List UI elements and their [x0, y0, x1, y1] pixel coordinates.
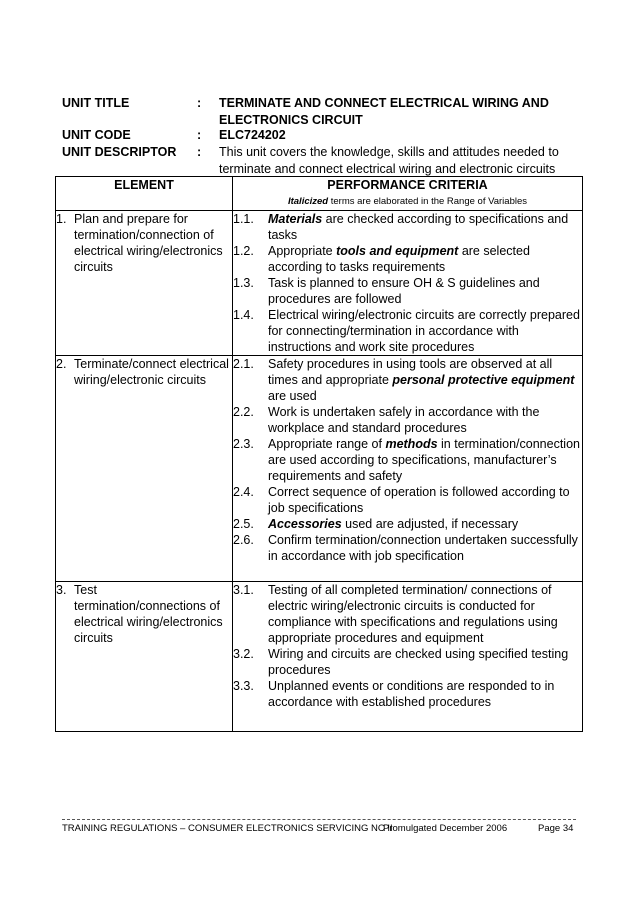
colon: :: [197, 145, 202, 159]
criterion-text: [268, 307, 582, 355]
criterion-term: Materials: [268, 212, 323, 226]
criterion-item: [233, 275, 582, 307]
colon: :: [197, 128, 202, 142]
criterion-number: 2.4.: [233, 485, 254, 499]
criterion-term: methods: [385, 437, 438, 451]
criterion-number: 1.4.: [233, 308, 254, 322]
criteria-subheader: [233, 194, 582, 210]
criterion-item: [233, 484, 582, 516]
table-row: [56, 211, 583, 356]
criterion-number: 2.6.: [233, 533, 254, 547]
criterion-text-post: used are adjusted, if necessary: [341, 517, 519, 531]
criteria-header: PERFORMANCE CRITERIA: [327, 178, 488, 192]
criterion-number: 1.3.: [233, 276, 254, 290]
criterion-item: [233, 678, 582, 710]
criterion-text-pre: Appropriate: [268, 244, 337, 258]
element-text: Test termination/connections of electrical wiring/electronics circuits: [74, 583, 223, 645]
criteria-header-cell: [233, 177, 583, 211]
criterion-term: tools and equipment: [336, 244, 459, 258]
colon: :: [197, 96, 202, 110]
criteria-cell: [233, 211, 583, 356]
criterion-text: [268, 243, 582, 275]
criterion-text: [268, 404, 582, 436]
criterion-text-pre: Electrical wiring/electronic circuits are correctly prepared for connecting/termination in accordance with instructions and work site procedures: [268, 308, 580, 354]
criterion-text-pre: Unplanned events or conditions are responded to in accordance with established procedures: [268, 679, 555, 709]
criterion-text: [268, 582, 582, 646]
element-item: [56, 211, 232, 275]
footer-middle: Promulgated December 2006: [383, 823, 508, 834]
criterion-term: Accessories: [268, 517, 342, 531]
criteria-cell: [233, 582, 583, 732]
criterion-text-post: are selected according to tasks requirements: [268, 244, 530, 274]
criterion-item: [233, 404, 582, 436]
table-header-row: [56, 177, 583, 211]
criterion-number: 2.2.: [233, 405, 254, 419]
criteria-sub-italic: Italicized: [287, 196, 329, 207]
criterion-text-pre: Task is planned to ensure OH & S guidelines and procedures are followed: [268, 276, 540, 306]
element-cell: [56, 582, 233, 732]
criterion-text-pre: Appropriate range of: [268, 437, 386, 451]
criterion-item: [233, 646, 582, 678]
table-row: [56, 582, 583, 732]
unit-title-value: TERMINATE AND CONNECT ELECTRICAL WIRING AND ELECTRONICS CIRCUIT: [219, 96, 549, 127]
criteria-sub-rest: terms are elaborated in the Range of Variables: [328, 196, 528, 207]
element-item: [56, 356, 232, 388]
criterion-text-pre: Confirm termination/connection undertaken successfully in accordance with job specification: [268, 533, 578, 563]
criterion-number: 1.1.: [233, 212, 254, 226]
criterion-text: [268, 678, 582, 710]
criterion-item: [233, 582, 582, 646]
element-text: Terminate/connect electrical wiring/electronic circuits: [74, 357, 229, 387]
unit-descriptor-label: UNIT DESCRIPTOR: [62, 145, 177, 159]
criterion-text-post: are checked according to specifications and tasks: [268, 212, 569, 242]
element-number: 3.: [56, 583, 67, 597]
criterion-item: [233, 211, 582, 243]
criterion-text: [268, 356, 582, 404]
criterion-item: [233, 243, 582, 275]
criterion-text-pre: Correct sequence of operation is followed according to job specifications: [268, 485, 570, 515]
criterion-text: [268, 516, 582, 532]
unit-code-label: UNIT CODE: [62, 128, 131, 142]
footer-left: TRAINING REGULATIONS – CONSUMER ELECTRONICS SERVICING NC II: [62, 823, 393, 834]
element-cell: [56, 356, 233, 582]
criterion-text-post: in termination/connection are used according to specifications, manufacturer’s requirements and safety: [268, 437, 580, 483]
criterion-term: personal protective equipment: [392, 373, 575, 387]
criterion-text: [268, 436, 582, 484]
criterion-item: [233, 436, 582, 484]
element-item: [56, 582, 232, 646]
criterion-item: [233, 516, 582, 532]
element-number: 1.: [56, 212, 67, 226]
criterion-number: 3.1.: [233, 583, 254, 597]
criterion-text: [268, 211, 582, 243]
criterion-number: 1.2.: [233, 244, 254, 258]
criterion-text-pre: Testing of all completed termination/ connections of electric wiring/electronic circuits is conducted for compliance with specifications and regulations using appropriate procedures and equipment: [268, 583, 558, 645]
footer-divider: [62, 819, 576, 820]
criteria-cell: [233, 356, 583, 582]
criterion-text: [268, 646, 582, 678]
criterion-number: 2.3.: [233, 437, 254, 451]
criterion-number: 3.3.: [233, 679, 254, 693]
criterion-item: [233, 356, 582, 404]
element-number: 2.: [56, 357, 67, 371]
footer-page: Page 34: [538, 823, 574, 834]
criterion-text: [268, 532, 582, 564]
element-text: Plan and prepare for termination/connection of electrical wiring/electronics circuits: [74, 212, 223, 274]
criterion-text: [268, 275, 582, 307]
element-header: ELEMENT: [56, 177, 233, 211]
criterion-text-pre: Work is undertaken safely in accordance with the workplace and standard procedures: [268, 405, 540, 435]
criterion-text-pre: Wiring and circuits are checked using specified testing procedures: [268, 647, 569, 677]
element-cell: [56, 211, 233, 356]
criterion-text-post: are used: [268, 389, 317, 403]
criterion-text: [268, 484, 582, 516]
criterion-number: 3.2.: [233, 647, 254, 661]
unit-descriptor-value: This unit covers the knowledge, skills and attitudes needed to terminate and connect electrical wiring and electronic circuits: [219, 145, 559, 176]
criterion-number: 2.1.: [233, 357, 254, 371]
table-row: [56, 356, 583, 582]
criterion-number: 2.5.: [233, 517, 254, 531]
unit-title-label: UNIT TITLE: [62, 96, 130, 110]
criterion-text-pre: Safety procedures in using tools are observed at all times and appropriate: [268, 357, 553, 387]
competency-table: [55, 176, 583, 732]
criterion-item: [233, 307, 582, 355]
criterion-item: [233, 532, 582, 564]
unit-code-value: ELC724202: [219, 128, 286, 142]
